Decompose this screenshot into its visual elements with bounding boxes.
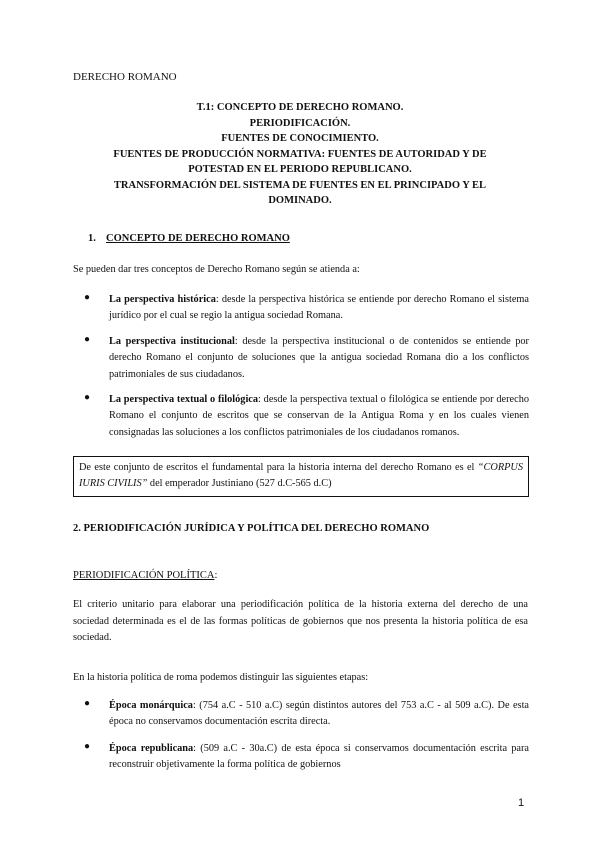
box-text-end: del emperador Justiniano (527 d.C-565 d.C)	[147, 478, 332, 489]
section-title: CONCEPTO DE DERECHO ROMANO	[106, 233, 290, 244]
bullet-item	[84, 334, 529, 383]
bullet-term: La perspectiva histórica	[109, 294, 216, 305]
bullet-item	[84, 698, 529, 731]
section-2-heading: 2. PERIODIFICACIÓN JURÍDICA Y POLÍTICA DEL DERECHO ROMANO	[73, 523, 430, 534]
bullet-text: : desde la perspectiva institucional o de contenidos se entiende por derecho Romano el conjunto de soluciones que la antigua sociedad Romana dio a los conflictos patrimoniales de sus ciudadanos.	[109, 336, 529, 380]
bullet-icon: ●	[84, 292, 91, 303]
subheading	[73, 570, 217, 581]
page-number: 1	[518, 797, 525, 809]
bullet-item	[84, 392, 529, 441]
subheading-text: PERIODIFICACIÓN POLÍTICA	[73, 570, 215, 581]
bullet-icon: ●	[84, 741, 91, 752]
bullet-icon: ●	[84, 392, 91, 403]
paragraph: El criterio unitario para elaborar una periodificación política de la historia externa del derecho de una sociedad determinada es el de las formas políticas de gobiernos que nos presenta la historia política de esa sociedad.	[73, 599, 528, 643]
document-title	[80, 100, 520, 209]
bullet-text: : desde la perspectiva textual o filológica se entiende por derecho Romano el conjunto de escritos que se conservan de la Antigua Roma y en los cuales vienen consignadas las soluciones a los conflictos patrimoniales de los ciudadanos romanos.	[109, 394, 529, 438]
subheading-colon: :	[214, 570, 218, 581]
paragraph: En la historia política de roma podemos distinguir las siguientes etapas:	[73, 672, 369, 683]
bullet-term: Época monárquica	[109, 700, 193, 711]
box-text: De este conjunto de escritos el fundamental para la historia interna del derecho Romano es el	[79, 462, 478, 473]
title-line: POTESTAD EN EL PERIODO REPUBLICANO.	[188, 164, 412, 175]
bullet-icon: ●	[84, 698, 91, 709]
bullet-text: : desde la perspectiva histórica se entiende por derecho Romano el sistema jurídico por el cual se regio la antigua sociedad Romana.	[109, 294, 529, 322]
section-1-intro: Se pueden dar tres conceptos de Derecho Romano según se atienda a:	[73, 264, 360, 275]
title-line: FUENTES DE CONOCIMIENTO.	[221, 133, 379, 144]
box-quoted-title: “CORPUS IURIS CIVILIS”	[79, 462, 523, 489]
course-header: DERECHO ROMANO	[73, 71, 177, 83]
bullet-term: La perspectiva institucional	[109, 336, 235, 347]
bullet-item	[84, 741, 529, 774]
highlight-box	[73, 456, 529, 497]
bullet-item	[84, 292, 529, 325]
bullet-text: : (509 a.C - 30a.C) de esta época si conservamos documentación escrita para reconstruir objetivamente la forma política de gobiernos	[109, 743, 529, 771]
bullet-term: Época republicana	[109, 743, 194, 754]
bullet-text: : (754 a.C - 510 a.C) según distintos autores del 753 a.C - al 509 a.C). De esta época no conservamos documentación escrita directa.	[109, 700, 529, 728]
section-number: 1.	[88, 233, 96, 244]
bullet-icon: ●	[84, 334, 91, 345]
section-1-heading	[88, 233, 290, 244]
title-line: FUENTES DE PRODUCCIÓN NORMATIVA: FUENTES DE AUTORIDAD Y DE	[113, 148, 487, 160]
title-line: PERIODIFICACIÓN.	[249, 117, 351, 129]
bullet-term: La perspectiva textual o filológica	[109, 394, 259, 405]
title-line: T.1: CONCEPTO DE DERECHO ROMANO.	[196, 102, 404, 113]
title-line: DOMINADO.	[268, 195, 332, 206]
title-line: TRANSFORMACIÓN DEL SISTEMA DE FUENTES EN EL PRINCIPADO Y EL	[113, 179, 487, 191]
